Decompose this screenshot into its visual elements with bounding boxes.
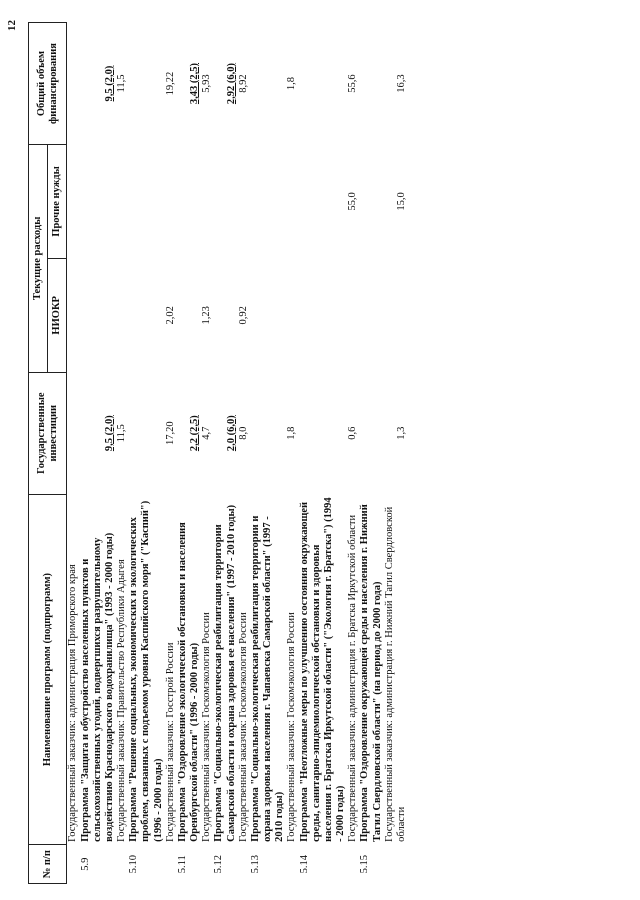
investments-underlined: 9,5 (2,0) — [103, 415, 115, 452]
niokr-cell — [299, 258, 360, 372]
state-customer: Государственный заказчик: администрация г. Братска Иркутской области — [347, 514, 359, 842]
other-needs-cell — [299, 145, 360, 259]
program-title: Программа "Оздоровление окружающей среды и населения г. Нижний Тагил Свердловской области" (на период до 2000 года) — [359, 504, 383, 842]
program-name-cell — [67, 494, 80, 845]
table-row — [299, 23, 360, 884]
other-needs-cell — [80, 145, 129, 259]
table-row — [359, 23, 408, 884]
niokr-cell — [250, 258, 299, 372]
program-title: Программа "Оздоровление экологической обстановки и населения Оренбургской области" (1996 - 2000 годы) — [176, 522, 201, 842]
page-number: 12 — [6, 20, 18, 31]
row-number — [67, 845, 80, 884]
investments-value: 4,7 — [201, 426, 213, 440]
investments-cell — [213, 372, 250, 494]
total-funding-cell — [359, 23, 408, 145]
header-name: Наименование программ (подпрограмм) — [29, 494, 67, 845]
investments-cell — [80, 372, 129, 494]
investments-value: 8,0 — [237, 426, 249, 440]
program-title: Программа "Социально-экологическая реабилитация территории и охрана здоровья населения г. Чапаевска Самарской области" (1997 - 2010 годы) — [249, 515, 286, 842]
investments-value: 11,5 — [116, 424, 128, 443]
investments-underlined: 2,0 (6,0) — [225, 415, 237, 452]
total-value: 11,5 — [116, 74, 128, 93]
niokr-cell — [67, 258, 80, 372]
total-funding-cell — [128, 23, 177, 145]
other-needs-cell — [213, 145, 250, 259]
investments-value: 0,6 — [347, 426, 359, 440]
investments-underlined: 2,2 (2,5) — [189, 415, 201, 452]
header-no: № п/п — [29, 845, 67, 884]
table-row — [128, 23, 177, 884]
niokr-cell — [177, 258, 214, 372]
investments-cell — [299, 372, 360, 494]
state-customer: Государственный заказчик: Госстрой России — [164, 642, 176, 842]
header-total-funding: Общий объем финансирования — [29, 23, 67, 145]
state-customer: Государственный заказчик: администрация Приморского края — [67, 564, 79, 842]
program-title: Программа "Социально-экологическая реабилитация территории Самарской области и охрана здоровья ее населения" (1997 - 2010 годы) — [213, 504, 237, 842]
table-row — [67, 23, 80, 884]
total-value: 19,22 — [164, 71, 176, 96]
state-customer: Государственный заказчик: Госкомэкология России — [237, 612, 249, 842]
header-niokr: НИОКР — [48, 258, 67, 372]
total-funding-cell — [250, 23, 299, 145]
table-row — [80, 23, 129, 884]
row-number: 5.9 — [79, 857, 91, 871]
niokr-cell — [128, 258, 177, 372]
investments-cell — [177, 372, 214, 494]
row-number: 5.15 — [359, 855, 371, 874]
total-value: 8,92 — [237, 74, 249, 93]
table-row — [250, 23, 299, 884]
investments-cell — [128, 372, 177, 494]
other-needs-cell — [250, 145, 299, 259]
other-needs-value: 15,0 — [395, 192, 407, 211]
total-underlined: 9,5 (2,0) — [103, 65, 115, 102]
program-name-cell — [299, 494, 360, 845]
other-needs-value: 55,0 — [347, 192, 359, 211]
investments-cell — [359, 372, 408, 494]
total-funding-cell — [80, 23, 129, 145]
header-investments: Государственные инвестиции — [29, 372, 67, 494]
state-customer: Государственный заказчик: администрация г. Нижний Тагил Свердловской области — [383, 506, 407, 842]
total-value: 5,93 — [201, 74, 213, 93]
program-title: Программа "Неотложные меры по улучшению состояния окружающей среды, санитарно-эпидемиологической обстановки и здоровья населения г. Братска Иркутской области" ("Экология г. Братска") (1994 - 2000 годы) — [298, 497, 347, 842]
investments-value: 1,8 — [286, 426, 298, 440]
niokr-value: 2,02 — [164, 306, 176, 325]
header-other-needs: Прочие нужды — [48, 145, 67, 259]
program-name-cell — [128, 494, 177, 845]
table-row — [177, 23, 214, 884]
niokr-cell — [80, 258, 129, 372]
row-number: 5.11 — [176, 855, 188, 874]
total-value: 1,8 — [286, 76, 298, 91]
programs-table — [28, 22, 408, 884]
total-funding-cell — [299, 23, 360, 145]
table-body — [67, 23, 408, 884]
row-number: 5.14 — [298, 855, 310, 874]
state-customer: Государственный заказчик: Госкомэкология России — [201, 612, 213, 842]
niokr-cell — [213, 258, 250, 372]
program-name-cell — [213, 494, 250, 845]
program-name-cell — [359, 494, 408, 845]
niokr-value: 1,23 — [201, 306, 213, 325]
other-needs-cell — [128, 145, 177, 259]
program-title: Программа "Решение социальных, экономических и экологических проблем, связанных с подъемом уровня Каспийского моря" ("Каспий") (1996 - 2000 годы) — [128, 500, 164, 842]
row-number: 5.12 — [213, 855, 225, 874]
investments-value: 17,20 — [164, 421, 176, 446]
niokr-cell — [359, 258, 408, 372]
total-funding-cell — [213, 23, 250, 145]
other-needs-cell — [177, 145, 214, 259]
total-value: 16,3 — [395, 74, 407, 93]
total-value: 55,6 — [347, 74, 359, 93]
program-title: Программа "Защита и обустройство населенных пунктов и сельскохозяйственных угодий, подвергшихся разрушительному воздействию Краснодарского водохранилища" (1993 - 2000 годы) — [79, 532, 115, 842]
total-funding-cell — [177, 23, 214, 145]
other-needs-cell — [359, 145, 408, 259]
investments-value: 1,3 — [395, 426, 407, 440]
row-number: 5.10 — [128, 855, 140, 874]
state-customer: Государственный заказчик: Правительство Республики Адыгея — [116, 559, 128, 842]
investments-cell — [250, 372, 299, 494]
program-name-cell — [177, 494, 214, 845]
program-name-cell — [80, 494, 129, 845]
table-row — [213, 23, 250, 884]
header-current-expenses: Текущие расходы — [29, 145, 48, 373]
total-underlined: 2,92 (6,0) — [225, 62, 237, 105]
other-needs-cell — [67, 145, 80, 259]
investments-cell — [67, 372, 80, 494]
state-customer: Государственный заказчик: Госкомэкология России — [286, 612, 298, 842]
niokr-value: 0,92 — [237, 306, 249, 325]
total-underlined: 3,43 (2,5) — [189, 62, 201, 105]
total-funding-cell — [67, 23, 80, 145]
program-name-cell — [250, 494, 299, 845]
row-number: 5.13 — [249, 855, 261, 874]
